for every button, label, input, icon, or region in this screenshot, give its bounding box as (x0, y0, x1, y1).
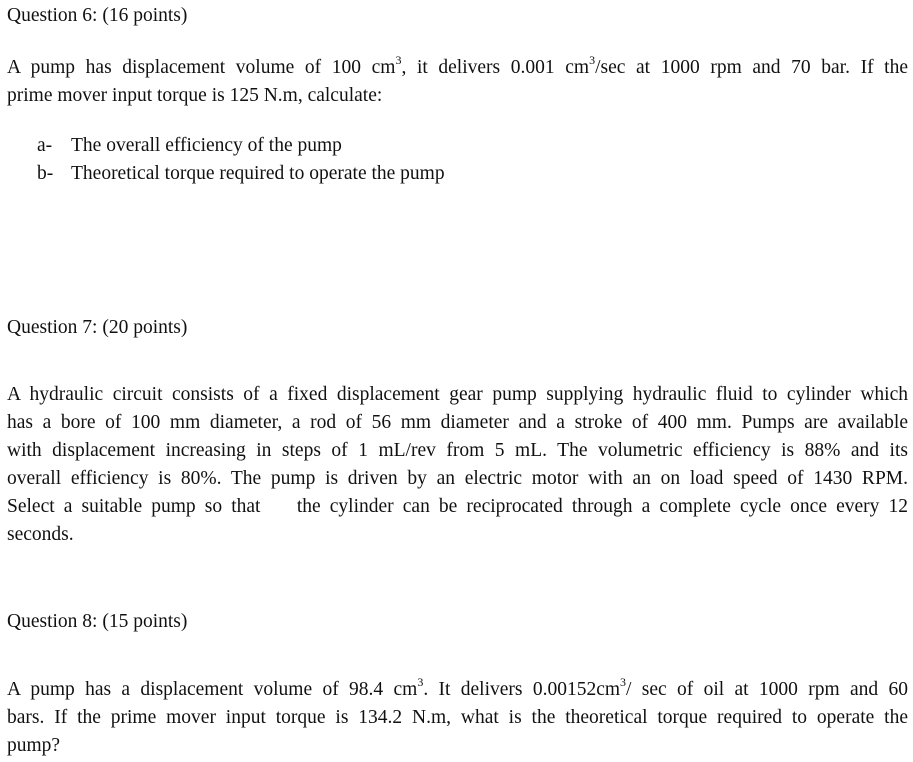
question-8-text-part: / sec of oil at 1000 rpm and 60 (626, 679, 908, 700)
question-6-heading: Question 6: (16 points) (7, 5, 188, 26)
question-7-line: overall efficiency is 80%. The pump is driven by an electric motor with an on load speed of 1430 RPM. (7, 468, 908, 489)
list-item-text: Theoretical torque required to operate the pump (71, 163, 445, 184)
question-7-line: has a bore of 100 mm diameter, a rod of 56 mm diameter and a stroke of 400 mm. Pumps are available (7, 412, 908, 433)
question-7-line: A hydraulic circuit consists of a fixed displacement gear pump supplying hydraulic fluid to cylinder which (7, 384, 908, 405)
question-8-text-part: A pump has a displacement volume of 98.4 cm (7, 679, 418, 700)
question-7-heading: Question 7: (20 points) (7, 317, 188, 338)
question-6-subparts (37, 132, 445, 188)
question-7-line: seconds. (7, 524, 74, 545)
question-6-text-part: A pump has displacement volume of 100 cm (7, 57, 396, 78)
question-8-line-3: pump? (7, 735, 61, 756)
question-8-heading: Question 8: (15 points) (7, 611, 188, 632)
question-8-text (7, 676, 908, 760)
question-6-line-1 (7, 54, 908, 82)
list-marker: a- (37, 135, 53, 156)
question-7-text (7, 381, 908, 549)
superscript: 3 (589, 52, 596, 67)
question-7-line: Select a suitable pump so that the cylinder can be reciprocated through a complete cycle once every 12 (7, 496, 908, 517)
question-7-line: with displacement increasing in steps of 1 mL/rev from 5 mL. The volumetric efficiency is 88% and its (7, 440, 908, 461)
question-6-text-part: /sec at 1000 rpm and 70 bar. If the (595, 57, 909, 78)
list-item-text: The overall efficiency of the pump (71, 135, 342, 156)
question-6-subpart-a (37, 132, 445, 160)
question-6-line-2: prime mover input torque is 125 N.m, calculate: (7, 85, 383, 106)
list-marker: b- (37, 163, 54, 184)
question-6-text-part: , it delivers 0.001 cm (401, 57, 590, 78)
question-sheet (7, 0, 908, 762)
question-8-line-1 (7, 676, 908, 704)
question-6-subpart-b (37, 160, 445, 188)
question-6-text (7, 54, 908, 110)
question-8-text-part: . It delivers 0.00152cm (423, 679, 621, 700)
question-8-line-2: bars. If the prime mover input torque is 134.2 N.m, what is the theoretical torque required to operate the (7, 707, 908, 728)
superscript: 3 (620, 674, 627, 689)
superscript: 3 (417, 674, 424, 689)
superscript: 3 (395, 52, 402, 67)
